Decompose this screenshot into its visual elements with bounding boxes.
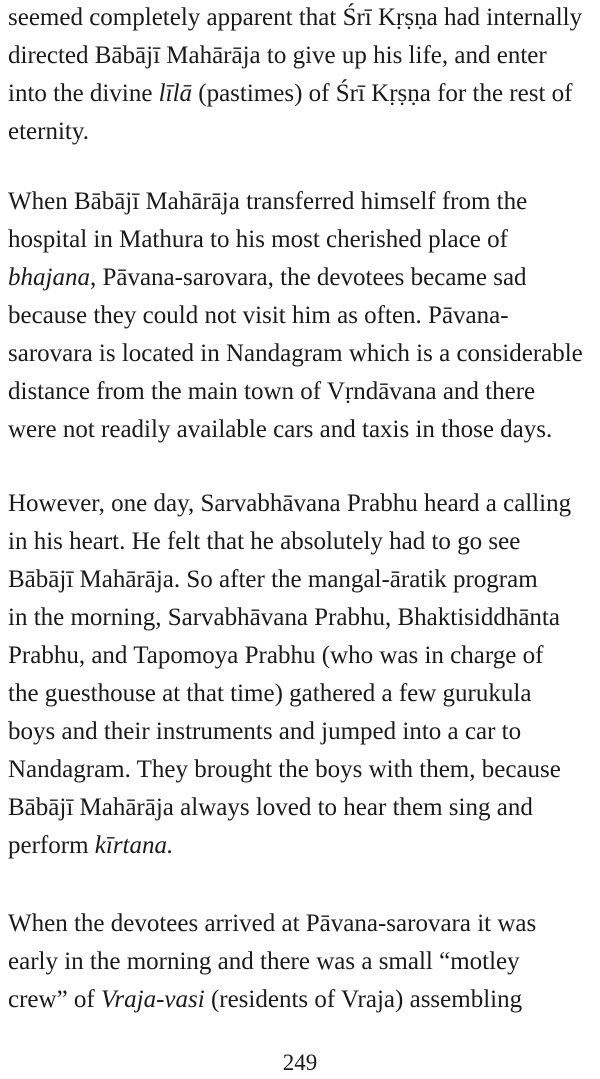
text-run: directed Bābājī Mahārāja to give up his life, and enter	[8, 42, 547, 69]
text-run: Bābājī Mahārāja. So after the mangal-āratik program	[8, 566, 538, 593]
text-run: the guesthouse at that time) gathered a few gurukula	[8, 680, 532, 707]
text-run: perform	[8, 832, 95, 859]
text-line	[8, 183, 598, 221]
italic-term: kīrtana.	[94, 832, 174, 859]
text-run: boys and their instruments and jumped into a car to	[8, 718, 522, 745]
text-run: were not readily available cars and taxis in those days.	[8, 416, 553, 443]
text-line	[8, 221, 598, 259]
paragraph-1	[8, 0, 598, 151]
text-line	[8, 561, 598, 599]
text-run: early in the morning and there was a small “motley	[8, 948, 520, 975]
text-line	[8, 37, 598, 75]
text-run: Bābājī Mahārāja always loved to hear them sing and	[8, 794, 533, 821]
italic-term: Vraja-vasi	[101, 986, 205, 1013]
text-run: seemed completely apparent that Śrī Kṛṣṇa had internally	[8, 4, 583, 31]
text-run: When the devotees arrived at Pāvana-sarovara it was	[8, 910, 537, 937]
text-run: into the divine	[8, 80, 159, 107]
text-line	[8, 259, 598, 297]
text-line	[8, 0, 598, 37]
text-run: (residents of Vraja) assembling	[204, 986, 523, 1013]
text-line	[8, 789, 598, 827]
text-line	[8, 751, 598, 789]
text-line	[8, 675, 598, 713]
paragraph-2	[8, 183, 598, 449]
text-line	[8, 523, 598, 561]
text-run: , Pāvana-sarovara, the devotees became sad	[89, 264, 527, 291]
text-run: (pastimes) of Śrī Kṛṣṇa for the rest of	[192, 80, 573, 107]
text-line	[8, 713, 598, 751]
text-run: However, one day, Sarvabhāvana Prabhu heard a calling	[8, 490, 572, 517]
text-line	[8, 943, 598, 981]
text-run: because they could not visit him as often. Pāvana-	[8, 302, 509, 329]
text-run: in his heart. He felt that he absolutely had to go see	[8, 528, 521, 555]
text-run: Nandagram. They brought the boys with them, because	[8, 756, 561, 783]
text-run: eternity.	[8, 118, 89, 145]
italic-term: līlā	[158, 80, 193, 107]
text-run: hospital in Mathura to his most cherished place of	[8, 226, 508, 253]
text-line	[8, 905, 598, 943]
text-line	[8, 297, 598, 335]
text-line	[8, 485, 598, 523]
text-run: sarovara is located in Nandagram which is a considerable	[8, 340, 583, 367]
text-line	[8, 981, 598, 1019]
paragraph-4	[8, 905, 598, 1019]
text-run: When Bābājī Mahārāja transferred himself from the	[8, 188, 528, 215]
text-run: distance from the main town of Vṛndāvana and there	[8, 378, 536, 405]
text-line	[8, 637, 598, 675]
text-line	[8, 75, 598, 113]
text-line	[8, 335, 598, 373]
text-line	[8, 113, 598, 151]
text-run: crew” of	[8, 986, 101, 1013]
text-line	[8, 411, 598, 449]
text-run: in the morning, Sarvabhāvana Prabhu, Bhaktisiddhānta	[8, 604, 560, 631]
text-line	[8, 373, 598, 411]
italic-term: bhajana	[8, 264, 90, 291]
page-number: 249	[282, 1050, 318, 1075]
text-line	[8, 599, 598, 637]
text-line	[8, 827, 598, 865]
text-run: Prabhu, and Tapomoya Prabhu (who was in charge of	[8, 642, 544, 669]
paragraph-3	[8, 485, 598, 865]
